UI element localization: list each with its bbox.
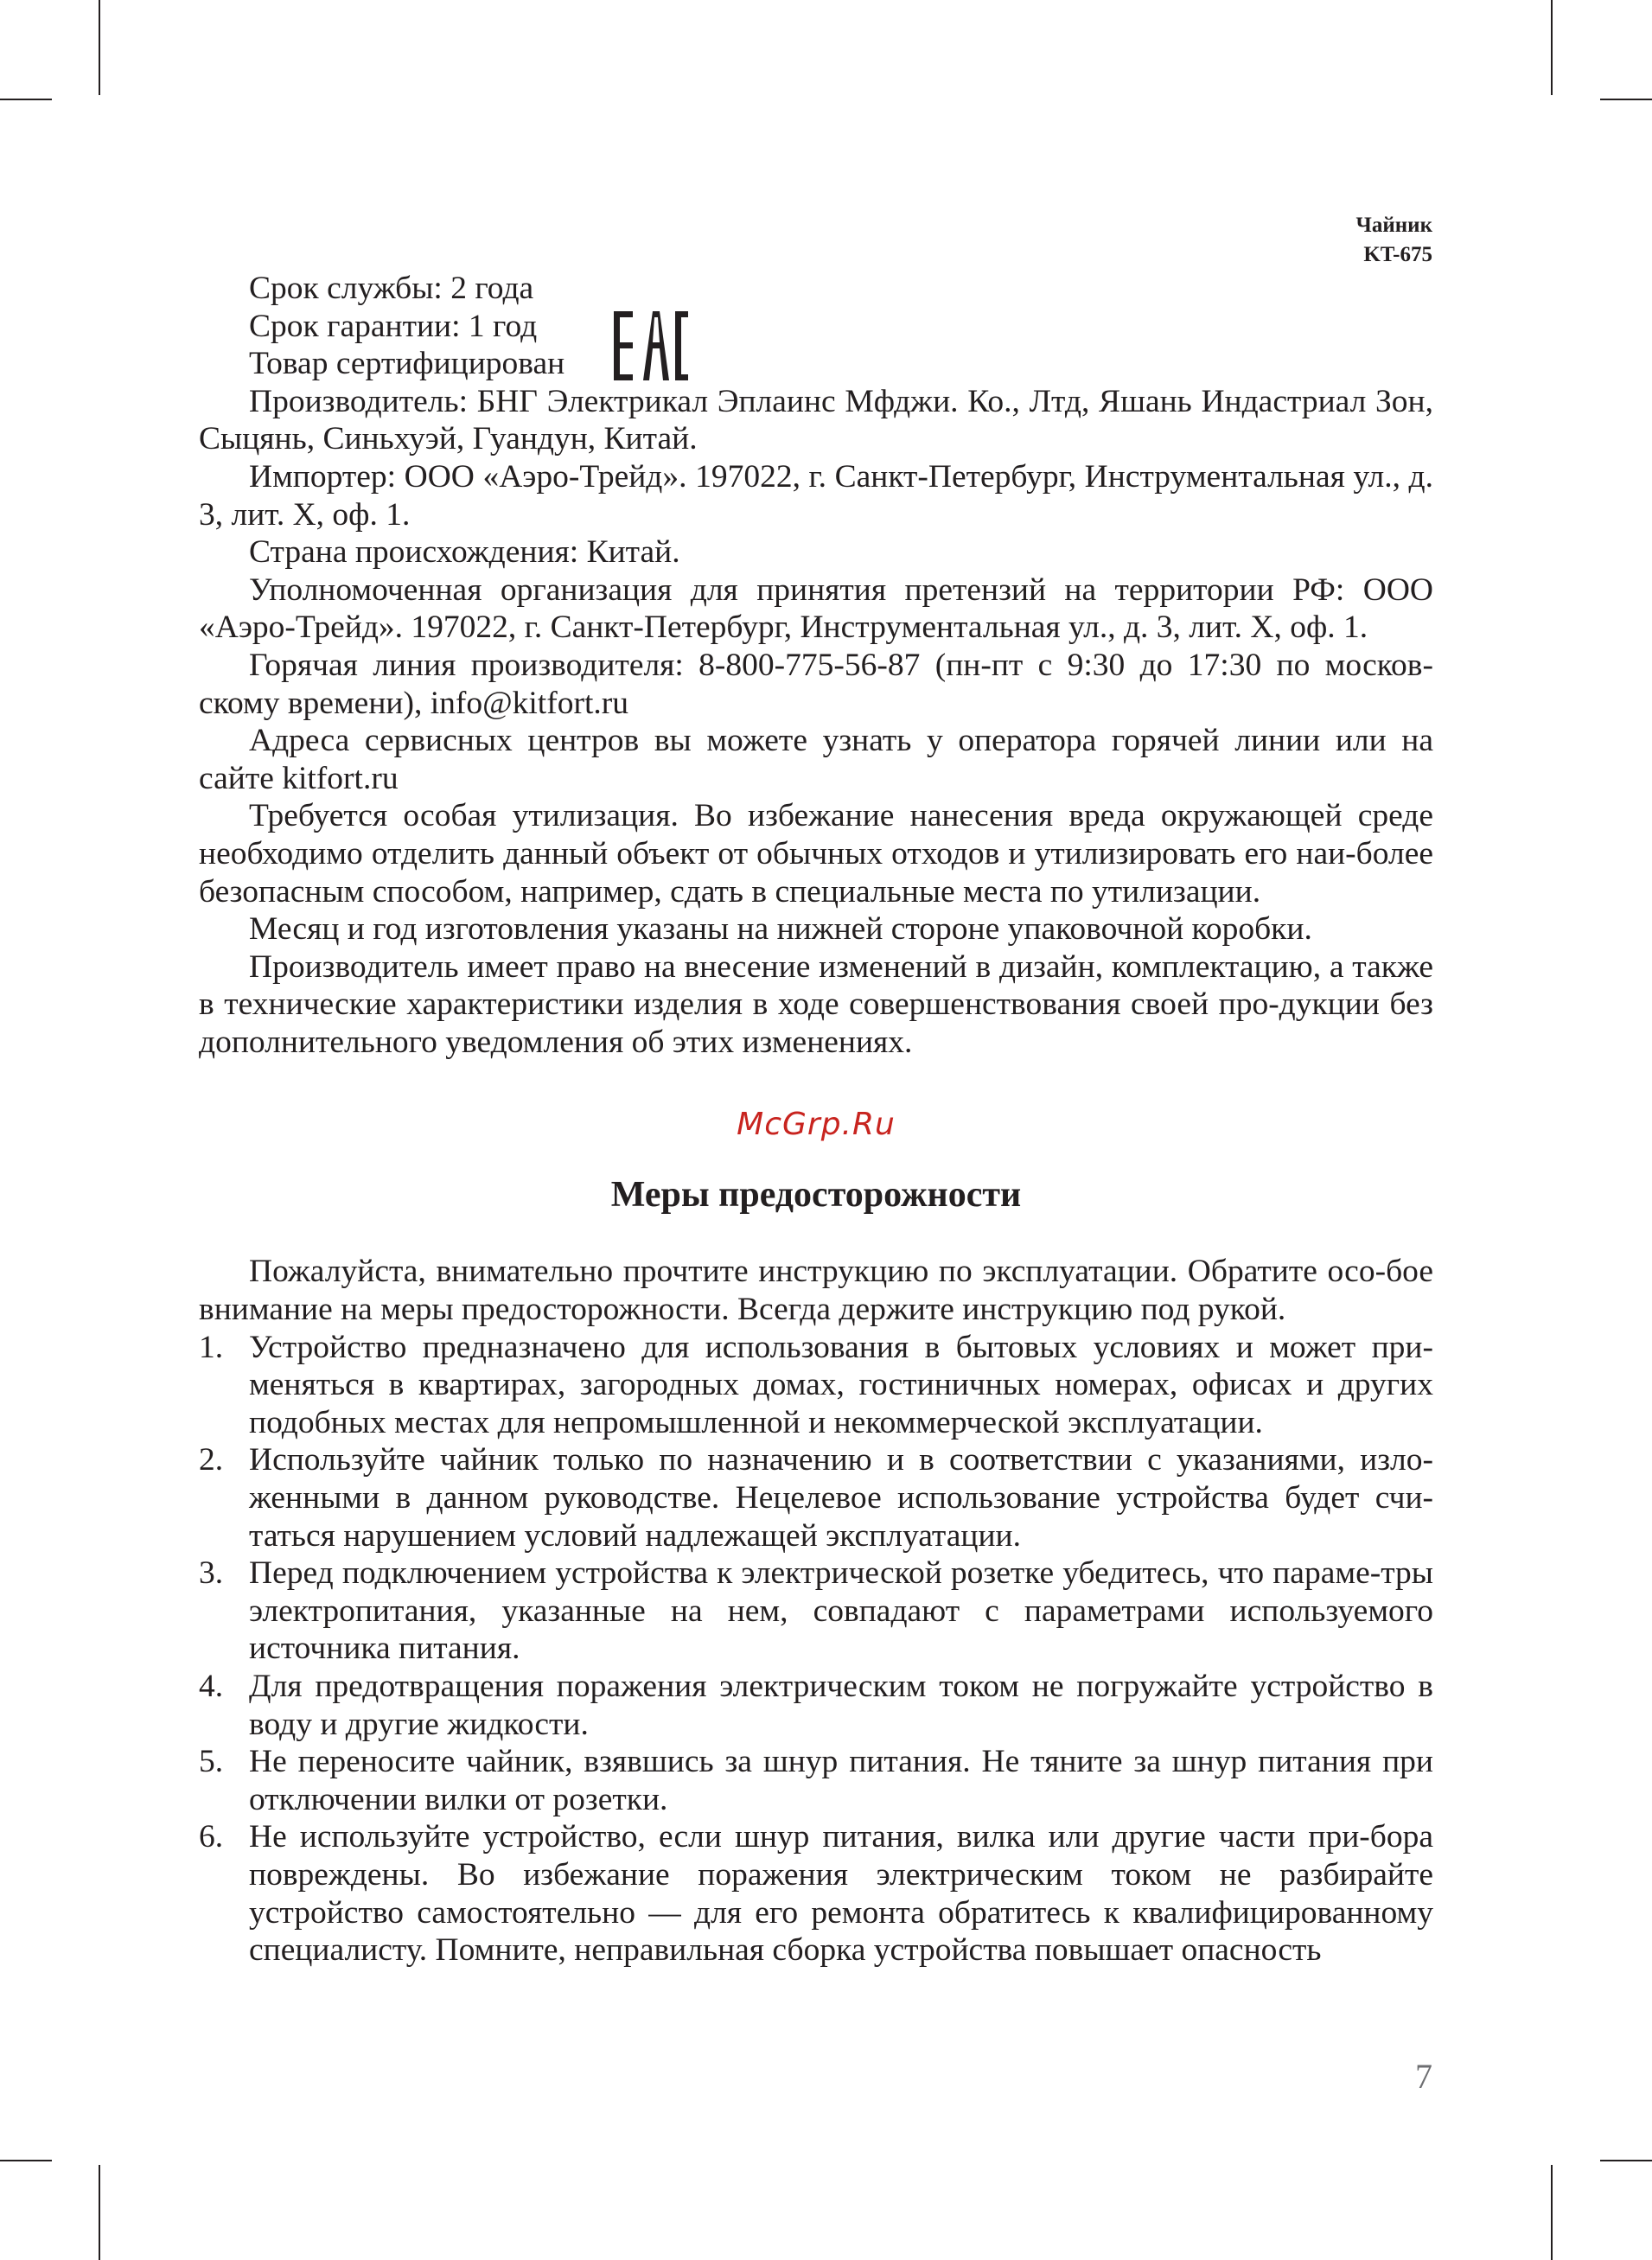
changes-notice: Производитель имеет право на внесение изменений в дизайн, комплектацию, а также в технические характеристики изделия в ходе совершенствования своей про-дукции без дополнительного уведомления об этих изменениях. (199, 948, 1433, 1060)
authorized-organization: Уполномоченная организация для принятия претензий на территории РФ: ООО «Аэро-Трейд». 197022, г. Санкт-Петербург, Инструментальная ул., д. 3, лит. Х, оф. 1. (199, 571, 1433, 646)
page-content (199, 270, 1433, 1970)
page-number: 7 (1415, 2057, 1432, 2096)
importer: Импортер: ООО «Аэро-Трейд». 197022, г. Санкт-Петербург, Инструментальная ул., д. 3, лит. Х, оф. 1. (199, 458, 1433, 533)
list-item-number: 3. (199, 1555, 224, 1592)
list-item (199, 1743, 1433, 1818)
hotline: Горячая линия производителя: 8-800-775-56-87 (пн-пт с 9:30 до 17:30 по москов-скому времени), info@kitfort.ru (199, 647, 1433, 721)
list-item-number: 2. (199, 1442, 224, 1478)
disposal-notice: Требуется особая утилизация. Во избежание нанесения вреда окружающей среде необходимо отделить данный объект от обычных отходов и утилизировать его наи-более безопасным способом, например, сдать в специальные места по утилизации. (199, 798, 1433, 910)
list-item-text: Не переносите чайник, взявшись за шнур питания. Не тяните за шнур питания при отключении вилки от розетки. (249, 1744, 1433, 1817)
country-of-origin: Страна происхождения: Китай. (249, 534, 680, 571)
safety-list (199, 1329, 1433, 1970)
section-title: Меры предосторожности (610, 1175, 1022, 1216)
crop-mark (1600, 99, 1652, 100)
running-header (1356, 211, 1432, 270)
crop-mark (0, 2160, 52, 2161)
service-life: Срок службы: 2 года (249, 271, 534, 306)
list-item (199, 1555, 1433, 1668)
list-item-text: Не используйте устройство, если шнур питания, вилка или другие части при-бора повреждены. Во избежание поражения электрическим током не разбирайте устройство самостоятельно — для его ремонта обратитесь к квалифицированному специалисту. Помните, неправильная сборка устройства повышает опасность (249, 1819, 1433, 1969)
list-item-text: Устройство предназначено для использования в бытовых условиях и может при-меняться в квартирах, загородных домах, гостиничных номерах, офисах и других подобных местах для непромышленной и некоммерческой эксплуатации. (249, 1329, 1433, 1440)
crop-mark (99, 2165, 100, 2260)
watermark: McGrp.Ru (737, 1107, 896, 1143)
crop-mark (1551, 0, 1553, 95)
crop-mark (1551, 2165, 1553, 2260)
safety-intro: Пожалуйста, внимательно прочтите инструкцию по эксплуатации. Обратите осо-бое внимание на меры предосторожности. Всегда держите инструкцию под рукой. (199, 1254, 1433, 1328)
manufacture-date: Месяц и год изготовления указаны на нижней стороне упаковочной коробки. (249, 911, 1312, 948)
list-item-number: 5. (199, 1744, 224, 1780)
list-item-number: 4. (199, 1669, 224, 1704)
crop-mark (99, 0, 100, 95)
list-item (199, 1818, 1433, 1969)
crop-mark (1600, 2160, 1652, 2161)
certified: Товар сертифицирован (249, 346, 565, 382)
crop-mark (0, 99, 52, 100)
list-item-text: Используйте чайник только по назначению и в соответствии с указаниями, изло-женными в данном руководстве. Нецелевое использование устройства будет счи-таться нарушением условий надлежащей эксплуатации. (249, 1442, 1433, 1554)
list-item-text: Для предотвращения поражения электрическим током не погружайте устройство в воду и другие жидкости. (249, 1669, 1433, 1742)
list-item-number: 1. (199, 1329, 224, 1365)
list-item (199, 1329, 1433, 1442)
list-item (199, 1441, 1433, 1555)
header-model: KT-675 (1363, 243, 1432, 266)
header-product: Чайник (1355, 214, 1432, 237)
list-item-text: Перед подключением устройства к электрической розетке убедитесь, что параме-тры электропитания, указанные на нем, совпадают с параметрами используемого источника питания. (249, 1555, 1433, 1667)
warranty: Срок гарантии: 1 год (249, 308, 538, 344)
manufacturer: Производитель: БНГ Электрикал Эплаинс Мфджи. Ко., Лтд, Яшань Индастриал Зон, Сыцянь, Синьхуэй, Гуандун, Китай. (199, 383, 1433, 457)
list-item (199, 1668, 1433, 1743)
list-item-number: 6. (199, 1819, 224, 1855)
service-centers: Адреса сервисных центров вы можете узнать у оператора горячей линии или на сайте kitfort.ru (199, 723, 1433, 796)
